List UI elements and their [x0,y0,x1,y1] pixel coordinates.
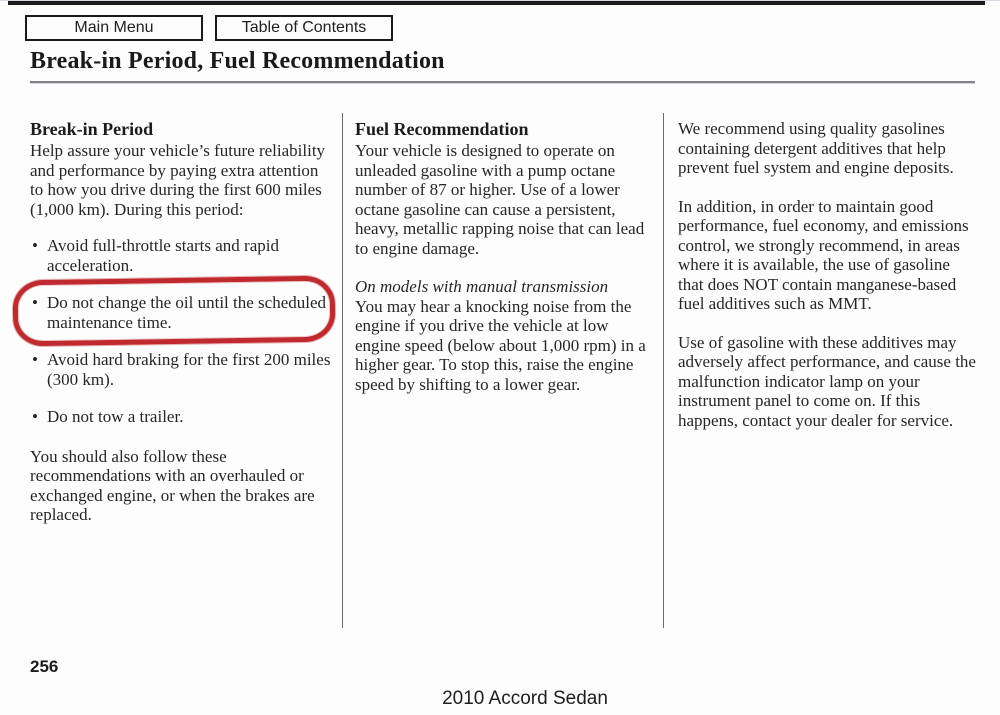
bullet-avoid-full-throttle: • Avoid full-throttle starts and rapid acceleration. [30,236,332,275]
break-in-heading: Break-in Period [30,119,154,139]
fuel-heading: Fuel Recommendation [355,119,529,139]
break-in-intro: Help assure your vehicle’s future reliability and performance by paying extra attention to how you drive during the first 600 miles (1,000 km). During this period: [30,141,326,219]
manual-transmission-body: You may hear a knocking noise from the engine if you drive the vehicle at low engine speed (below about 1,000 rpm) in a higher gear. To stop this, raise the engine speed by shifting to a lower gear. [355,296,646,394]
additives-paragraph-3: Use of gasoline with these additives may adversely affect performance, and cause the malfunction indicator lamp on your instrument panel to come on. If this happens, contact your dealer for service. [678,332,976,430]
title-divider [30,81,975,84]
footer-model-name: 2010 Accord Sedan [442,688,608,709]
bullet-do-not-tow: • Do not tow a trailer. [30,407,332,427]
additives-paragraph-2: In addition, in order to maintain good performance, fuel economy, and emissions control, we strongly recommend, in areas where it is available, the use of gasoline that does NOT contain manganese-based fuel additives such as MMT. [678,196,969,313]
additives-paragraph-1: We recommend using quality gasolines containing detergent additives that help prevent fuel system and engine deposits. [678,119,954,177]
bullet-do-not-change-oil: • Do not change the oil until the scheduled maintenance time. [30,293,332,332]
column-break-in-period [30,119,332,525]
break-in-bullet-list [30,236,332,427]
bullet-avoid-hard-braking: • Avoid hard braking for the first 200 miles (300 km). [30,350,332,389]
column-divider-1 [342,113,343,628]
column-fuel-additives [678,119,977,430]
red-circle-annotation [13,275,336,346]
page-title: Break-in Period, Fuel Recommendation [30,48,445,74]
manual-transmission-subheading: On models with manual transmission [355,277,609,296]
fuel-intro: Your vehicle is designed to operate on unleaded gasoline with a pump octane number of 87 or higher. Use of a lower octane gasoline can cause a persistent, heavy, metallic rapping noise that can lead to engine damage. [355,141,645,258]
table-of-contents-button[interactable]: Table of Contents [215,15,393,41]
break-in-outro: You should also follow these recommendations with an overhauled or exchanged engine, or when the brakes are replaced. [30,446,315,524]
column-fuel-recommendation [355,119,653,394]
page-number: 256 [30,657,59,676]
top-black-bar [8,1,985,5]
main-menu-button[interactable]: Main Menu [25,15,203,41]
column-divider-2 [663,113,664,628]
